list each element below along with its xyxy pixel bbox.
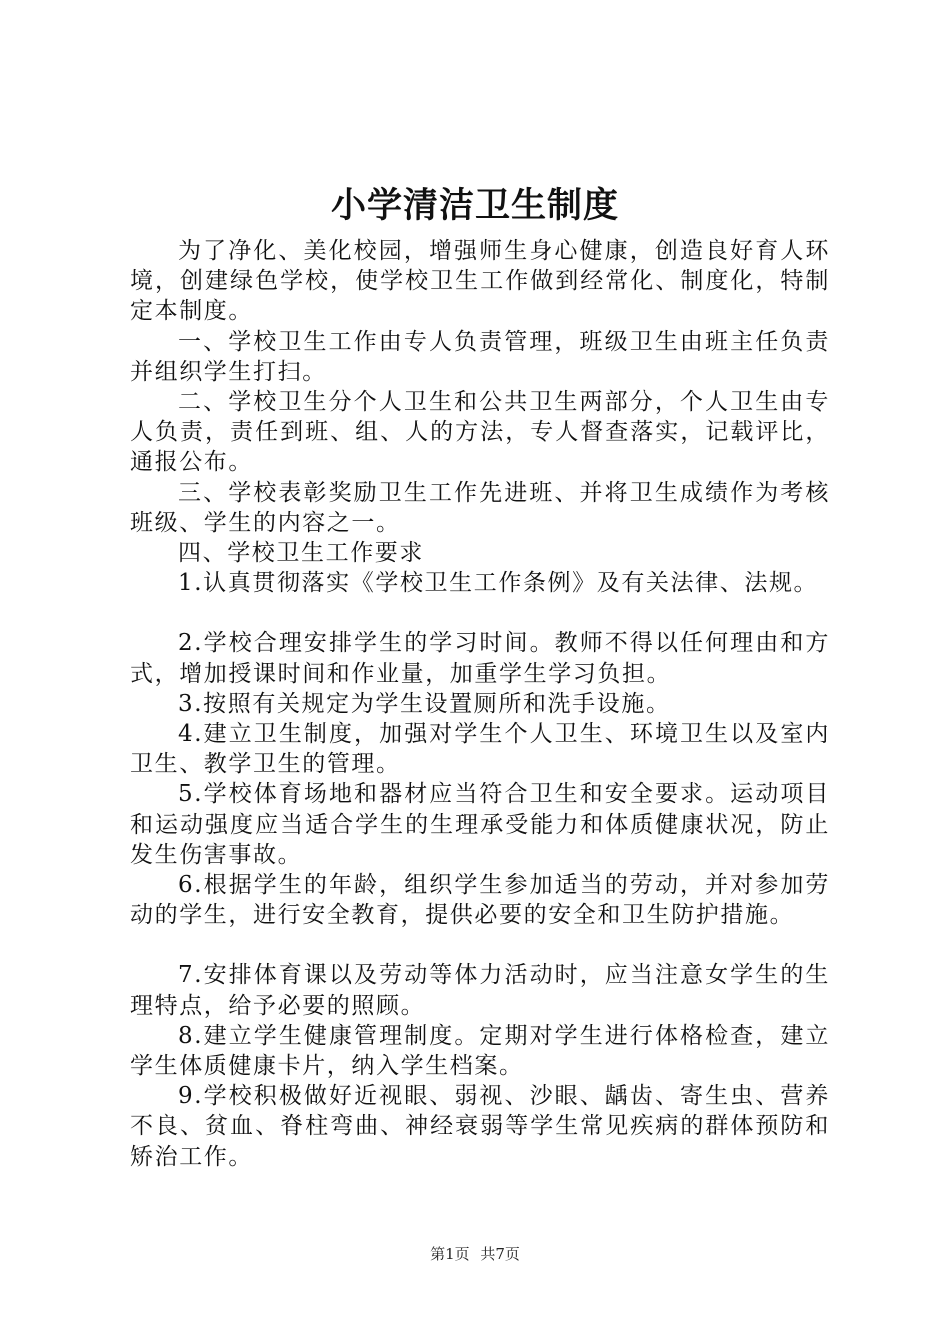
paragraph-section-2: 二、学校卫生分个人卫生和公共卫生两部分，个人卫生由专人负责，责任到班、组、人的方法，专人督查落实，记载评比，通报公布。	[130, 389, 830, 476]
paragraph-item-2: 2.学校合理安排学生的学习时间。教师不得以任何理由和方式，增加授课时间和作业量，加重学生学习负担。	[130, 630, 830, 687]
paragraph-section-3: 三、学校表彰奖励卫生工作先进班、并将卫生成绩作为考核班级、学生的内容之一。	[130, 479, 830, 536]
document-title: 小学清洁卫生制度	[330, 185, 619, 226]
paragraph-item-5: 5.学校体育场地和器材应当符合卫生和安全要求。运动项目和运动强度应当适合学生的生理承受能力和体质健康状况，防止发生伤害事故。	[130, 781, 830, 868]
page-number: 第1页	[430, 1245, 470, 1263]
paragraph-item-7: 7.安排体育课以及劳动等体力活动时，应当注意女学生的生理特点，给予必要的照顾。	[130, 962, 830, 1019]
paragraph-item-6: 6.根据学生的年龄，组织学生参加适当的劳动，并对参加劳动的学生，进行安全教育，提供必要的安全和卫生防护措施。	[130, 872, 830, 929]
paragraph-section-1: 一、学校卫生工作由专人负责管理，班级卫生由班主任负责并组织学生打扫。	[130, 328, 830, 385]
page-footer	[0, 1244, 950, 1264]
paragraph-item-9: 9.学校积极做好近视眼、弱视、沙眼、龋齿、寄生虫、营养不良、贫血、脊柱弯曲、神经衰弱等学生常见疾病的群体预防和矫治工作。	[130, 1083, 830, 1170]
paragraph-item-4: 4.建立卫生制度，加强对学生个人卫生、环境卫生以及室内卫生、教学卫生的管理。	[130, 721, 830, 778]
page-total: 共7页	[480, 1245, 520, 1263]
paragraph-section-4-heading: 四、学校卫生工作要求	[178, 540, 424, 567]
document-body	[130, 236, 830, 1172]
paragraph-item-3: 3.按照有关规定为学生设置厕所和洗手设施。	[178, 690, 671, 717]
paragraph-item-1: 1.认真贯彻落实《学校卫生工作条例》及有关法律、法规。	[178, 570, 819, 597]
paragraph-intro: 为了净化、美化校园，增强师生身心健康，创造良好育人环境，创建绿色学校，使学校卫生工作做到经常化、制度化，特制定本制度。	[130, 238, 830, 325]
paragraph-item-8: 8.建立学生健康管理制度。定期对学生进行体格检查，建立学生体质健康卡片，纳入学生档案。	[130, 1022, 830, 1080]
